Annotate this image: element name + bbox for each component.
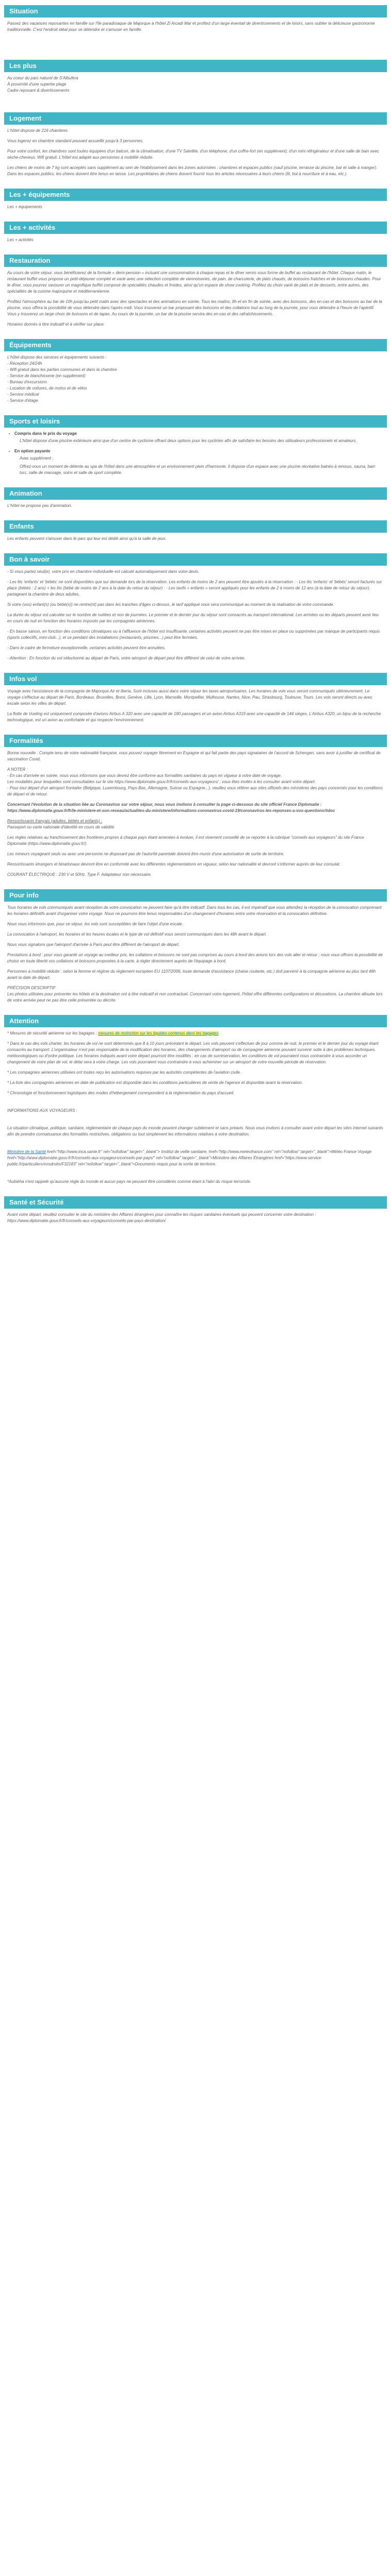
sante-text: Avant votre départ, veuillez consulter le site du ministère des Affaires étrangères pour connaître les risques sanitaires éventuels qui peuvent concerner votre destination : https://www.diplomatie.gouv.fr/fr/conseils-aux-voyageurs/conseils-par-pays-destination/ [7,1212,316,1223]
sports-optional-text: Offrez-vous un moment de détente au spa de l'hôtel dans une atmosphère et un environnement plein d'harmonie. Il dispose d'un espace avec une piscine récréative balnéo à remous, sauna, bain turc, salle de massage, soins et salle de sport complète. [20,464,376,475]
pour-info-text: Prestations à bord : pour vous garantir un voyage au meilleur prix, les collations et boissons ne sont pas comprises au cours à bord des avions lors des vols aller et retour ; nous vous offrons la possibilité de choisir en toute liberté vos collations et boissons proposées à la carte, à régler directement auprès de l'équipage à bord. [7,953,383,963]
section-animation [4,487,387,515]
equipement-item: - Location de voitures, de motos et de vélos [7,386,87,391]
ministry-health-link[interactable]: Ministère de la Santé [7,1149,46,1154]
section-title-infos-vol: Infos vol [4,673,387,685]
sports-item-included [14,431,384,444]
section-title-sports-loisirs: Sports et loisirs [4,415,387,428]
infos-vol-text: La flotte de Vueling est uniquement composée d'avions Airbus A 320 avec une capacité de 180 passagers et un avion Airbus A319 avec une capacité de 144 sièges. L'Airbus A320, un bijou de la recherche technologique, est un avion au confortable et qui respecte l'environnement. [7,711,381,722]
section-situation [4,5,387,39]
section-title-logement: Logement [4,112,387,125]
section-equipements [4,339,387,410]
formalites-text: Passeport ou carte nationale d'identité en cours de validité. [7,825,116,829]
section-les-plus [4,60,387,100]
equipement-item: - Service d'étage [7,398,38,403]
restauration-text-1: Au cours de votre séjour, vous bénéficierez de la formule « demi-pension » incluant une consommation à chaque repas et le dîner servis sous forme de buffet au restaurant de l'hôtel. Chaque matin, le restaurant buffet vous propose un petit-déjeuner complet et varié avec une sélection complète de viennoiseries, de pain, de charcuterie, de plats chauds, de boissons fraîches et de boissons chaudes. Pour le dîner, vous pourrez savourer un magnifique buffet composé de spécialités chaudes et froides, ainsi qu'un espace de show cooking. Profitez du choix varié de plats et de desserts, entre autres, des spécialités de la cuisine majorquine et méditerranéenne. [7,270,381,294]
formalites-note-heading: A NOTER : [7,767,28,772]
enfants-text: Les enfants peuvent s'amuser dans le parc qui leur est dédié ainsi qu'à la salle de jeux. [7,536,167,541]
bon-a-savoir-text: - Dans le cadre de fermeture exceptionnelle, certaines activités peuvent être annulées. [7,646,166,650]
situation-text: Passez des vacances reposantes en famille sur l'île paradisiaque de Majorque à l'hôtel Zi Arcadi Mar et profitez d'un large éventail de divertissements et de loisirs, sans oublier la délicieuse gastronomie traditionnelle. C'est l'endroit idéal pour se détendre et s'amuser en famille. [7,21,375,32]
section-title-restauration: Restauration [4,255,387,267]
animation-text: L'hôtel ne propose pas d'animation. [7,503,72,508]
section-title-formalites: Formalités [4,735,387,747]
attention-text: * Dans le cas des vols charter, les horaires de vol ne sont déterminés que 8 à 10 jours précédant le départ. Les vols peuvent s'effectuer de jour comme de nuit, le premier et le dernier jour du voyage étant consacrés au transport. L'organisateur n'est pas responsable de la modification des horaires, des changements d'aéroport ou de compagnie aérienne pouvant survenir suite à des problèmes techniques, météorologiques ou d'ordre politique. Les horaires indiqués avant votre départ pourront être modifiés : en cas de surréservation, les conditions de vol pourraient nous contraindre à vous accorder un changement de votre plan de vol, le délai sera à votre charge. Les vols pourraient vous contraindre à vous acheminer sur un aéroport de votre nouvelle période de réservation. [7,1041,379,1064]
section-title-attention: Attention [4,1015,387,1027]
restauration-text-2: Profitez l'atmosphère au bar de 10h jusqu'au petit matin avec des spectacles et des animations en soirée. Tous les matins, 8h et en fin de soirée, avec des boissons, des en-cas et des boissons au bar de la piscine, vous offrira la possibilité de vous détendre dans l'après-midi. Vous trouverez un bar proposant des boissons et des collations tout au long de la journée, pour vous détendre à l'heure de l'apéritif. Vous y trouverez un large choix de boissons et de tapas. Au cours de la journée, un bar de la piscine servira des en-cas et des rafraîchissements. [7,299,382,316]
plus-equipements-text: Les + équipements [7,205,42,209]
section-pour-info [4,889,387,1010]
section-title-situation: Situation [4,5,387,18]
section-title-pour-info: Pour info [4,889,387,902]
logement-amenities: Pour votre confort, les chambres sont toutes équipées d'un balcon, de la climatisation, d'une TV Satellite, d'un téléphone, d'un coffre-fort (en supplément), d'un mini réfrigérateur et d'une salle de bain avec sèche-cheveux. Wifi gratuit. L'hôtel est adapté aux personnes à mobilité réduite. [7,149,379,160]
formalites-electricity: COURANT ÉLECTRIQUE : 230 V et 50Hz. Type F. Adaptateur non nécessaire. [7,872,152,877]
pour-info-text: Nous vous signalons que l'aéroport d'arrivée à Paris peut être différent de l'aéroport de départ. [7,942,180,947]
bon-a-savoir-text: - En basse saison, en fonction des conditions climatiques ou à l'affluence de l'hôtel est insuffisante, certaines activités peuvent ne pas être mises en place ou supprimées par manque de participants requis (sports collectifs, mini-club...), et ce pendant des installations (restaurants, piscines...) peut être fermées. [7,629,380,640]
attention-text: * La liste des compagnies aériennes en date de publication est disponible dans les conditions particulières de vente de l'agence et disponible avant la réservation. [7,1080,303,1085]
formalites-text: - En cas d'arrivée en soirée, nous vous informons que vous devrez être conforme aux formalités sanitaires du pays en vigueur à votre date de voyage. [7,773,282,778]
page [0,0,391,1230]
restauration-hours-note: Horaires donnés à titre indicatif et à vérifier sur place. [7,322,105,327]
equipement-item: - Réception 24/24h [7,361,42,366]
section-plus-equipements [4,189,387,216]
equipement-item: - Service médical [7,392,39,397]
equipement-item: - Wifi gratuit dans les parties communes et dans la chambre [7,367,117,372]
attention-baggage-label: * Mesures de sécurité aérienne sur les bagages : [7,1031,99,1036]
infos-vol-text: Voyage avec l'assistance de la compagnie de Majorque Air et Iberia. Sont incluses aussi dans votre séjour les taxes aéroportuaires. Les horaires de vols vous seront communiqués ultérieurement. Le voyage s'effectue au départ de Paris, Bordeaux, Bruxelles, Brest, Genève, Lille, Lyon, Marseille, Montpellier, Mulhouse, Nantes, Nice, Pau, Strasbourg, Toulouse, Tours. Les vols seront directs ou avec escale selon les villes de départ. [7,689,372,706]
bon-a-savoir-text: Si votre (vos) enfant(s) (ou bébé(s)) ne rentre(nt) pas dans les tranches d'âges ci-dessus, le tarif appliqué vous sera communiqué au moment de la réalisation de votre commande. [7,602,334,607]
section-title-equipements: Équipements [4,339,387,351]
attention-text: *Aubiéha n'est rappelé qu'aucune règle du monde et aucun pays ne peuvent être considérés comme étant à l'abri du risque terroriste. [7,1179,251,1184]
section-title-bon-a-savoir: Bon à savoir [4,553,387,566]
section-logement [4,112,387,183]
bon-a-savoir-text: - Attention : En fonction du vol sélectionné au départ de Paris, votre aéroport de départ peut être différent de celui de votre arrivée. [7,656,246,660]
section-attention [4,1015,387,1191]
sports-included-text: L'hôtel dispose d'une piscine extérieure ainsi que d'un centre de cyclisme offrant deux options pour les cyclistes afin de satisfaire les besoins des utilisateurs professionnels et amateurs. [20,438,357,443]
formalites-text: Ressortissants étrangers et binationaux devront être en conformité avec les différentes réglementations en vigueur, selon leur nationalité et devront s'informer auprès de leur consulat. [7,862,340,867]
attention-text [7,1030,384,1037]
section-title-enfants: Enfants [4,520,387,533]
pour-info-text: Nous vous informons que, pour ce séjour, les vols sont susceptibles de faire l'objet d'une escale. [7,922,184,926]
pour-info-text: La convocation à l'aéroport, les horaires et les heures locales et le type de vol définitif vous seront communiqués dans les 48h avant le départ. [7,932,267,937]
formalites-text: Les modalités pour lesquelles sont consultables sur le site https://www.diplomatie.gouv.fr/fr/conseils-aux-voyageurs/ ; vous êtes invités à les consulter avant votre départ. [7,779,316,784]
attention-text: * Les compagnies aériennes utilisées ont toutes reçu les autorisations requises par les autorités compétentes de l'aviation civile. [7,1070,241,1075]
logement-count: L'hôtel dispose de 216 chambres [7,128,68,133]
formalites-text: - Pour tout départ d'un aéroport frontalier (Belgique, Luxembourg, Pays-Bas, Allemagne, Suisse ou Espagne...), veuillez vous référer aux sites officiels des ministères des pays concernés pour les conditions de départ et de retour. [7,786,383,796]
attention-links-raw: href="http://www.inca.sante.fr" rel="nofollow" target="_blank"> Institut de veille sanitaire, href="http://www.meteofrance.com" rel="nofollow" target="_blank">Météo France Voyage href="http://www.diplomatie.gouv.fr/fr/conseils-aux-voyageurs/conseils-par-pays/" rel="nofollow" target="_blank">Ministère des Affaires Étrangères href="https://www.service-public.fr/particuliers/vosdroits/F32183" rel="nofollow" target="_blank">Documents requis pour la sortie de territoire. [7,1149,372,1166]
equipement-item: - Service de blanchisserie (en supplément) [7,374,86,378]
formalites-text: Les règles relatives au franchissement des frontières propres à chaque pays étant amenées à évoluer, il est vivement conseillé de se reporter à la rubrique "conseils aux voyageurs" du site France Diplomatie (https://www.diplomatie.gouv.fr/). [7,835,364,846]
pour-info-text: Tous horaires de vols communiqués avant réception de votre convocation ne peuvent faire qu'à titre indicatif. Dans tous les cas, il est impératif que vous attendiez la réception de la convocation comprenant les horaires définitifs avant d'organiser votre voyage. Nous ne pourrons être tenus responsables d'un changement d'horaires entre votre réservation et la convocation définitive. [7,905,382,916]
sports-optional-heading: En option payante [14,449,51,453]
bon-a-savoir-text: - Si vous partez seul(e), votre prix en chambre individuelle est calculé automatiquement dans votre devis. [7,569,200,574]
attention-subheading: INFORMATIONS AUX VOYAGEURS : [7,1108,78,1113]
formalites-text: Les mineurs voyageant seuls ou avec une personne ne disposant pas de l'autorité parentale doivent être munis d'une autorisation de sortie de territoire. [7,852,285,856]
sports-optional-supplement: Avec supplément : [20,456,54,461]
attention-text: La situation climatique, politique, sanitaire, réglementaire de chaque pays du monde peuvent changer subitement et sans préavis. Nous vous invitons à consulter avant votre départ les sites internet suivants afin de prendre connaissance des formalités restrictives, obligations ou tout simplement les informations relatives à votre destination. [7,1126,383,1137]
section-bon-a-savoir [4,553,387,668]
logement-pets: Les chiens de moins de 7 kg sont acceptés sans supplément au sein de l'établissement dans les zones autorisées : chambres et espaces publics (sauf piscine, terrasse du piscine, bar et salle à manger). Dans les espaces publics, les chiens doivent être tenus en laisse. Les propriétaires de chiens doivent fournir tous les articles nécessaires à leurs chiens (lit, bol à nourriture et à eau, etc.). [7,165,378,176]
equipements-intro: L'hôtel dispose des services et équipements suivants : [7,355,107,360]
attention-text: * Chronologie et fonctionnement logistiques des modes d'hébergement correspondent à la réglementation du pays d'accueil. [7,1091,235,1095]
section-title-les-plus: Les plus [4,60,387,72]
formalites-text: Bonne nouvelle : Compte tenu de votre nationalité française, vous pouvez voyager librement en Espagne et qui fait partie des pays signataires de l'accord de Schengen, sans avoir à justifier de certificat de vaccination Covid. [7,751,381,761]
pour-info-text: Les photos utilisées pour présenter les hôtels et la destination ont à titre indicatif et non contractuel. Concernant votre logement, l'hôtel offre différentes configurations et décorations. La chambre allouée lors de votre arrivée peut ne pas être celle présentée ou décrite. [7,992,383,1003]
section-formalites [4,735,387,884]
sports-item-optional [14,448,384,476]
formalites-french-nationals: Ressortissants français (adultes, bébés et enfants) : [7,819,103,823]
section-title-plus-activites: Les + activités [4,222,387,234]
bon-a-savoir-text: La durée du séjour est calculée sur le nombre de nuitées et non de journées. Le premier et le dernier jour du séjour sont consacrés au transport international. Les arrivées ou les départs peuvent avoir lieu en cours de nuit en fonction des horaires imposés par les compagnies aériennes. [7,613,379,623]
attention-links-block [7,1149,384,1167]
section-restauration [4,255,387,334]
section-plus-activites [4,222,387,249]
section-title-animation: Animation [4,487,387,500]
liquids-restriction-link[interactable]: mesures de restriction sur les liquides contenus dans les bagages [98,1031,219,1036]
section-enfants [4,520,387,548]
section-title-plus-equipements: Les + équipements [4,189,387,201]
section-sports-loisirs [4,415,387,482]
pour-info-text: Personnes à mobilité réduite : selon la femme et régime du règlement européen EU 1107/2006, toute demande d'assistance (chaise roulante, etc.) doit parvenir à la compagnie aérienne au plus tard 48h avant la date de départ. [7,969,376,980]
section-sante-securite [4,1196,387,1230]
logement-capacity: Vous logerez en chambre standard pouvant accueillir jusqu'à 3 personnes. [7,139,144,143]
plus-line-2: À proximité d'une superbe plage [7,82,67,87]
plus-line-3: Cadre reposant & divertissements [7,88,70,93]
equipement-item: - Bureau d'excursions [7,380,47,384]
section-title-sante-securite: Santé et Sécurité [4,1196,387,1209]
formalites-covid-notice: Concernant l'évolution de la situation liée au Coronavirus sur votre séjour, nous vous invitons à consulter la page ci-dessous du site officiel France Diplomatie : https://www.diplomatie.gouv.fr/fr/le-ministere-et-son-reseau/actualites-du-ministere/informations-coronavirus-covid-19/coronavirus-les-reponses-a-vos-questions/#doc [7,802,335,813]
section-infos-vol [4,673,387,730]
plus-activites-text: Les + activités [7,238,34,242]
bon-a-savoir-text: - Les lits 'enfants' et 'bébés' ne sont disponibles que sur demande lors de la réservation. Les enfants de moins de 2 ans peuvent être ajoutés à la réservation : - Les lits 'enfants' et 'bébés' seront facturés sur place (bébés : 2 ans) + les lits (bébé de moins de 2 ans à la date du retour du séjour) : - Les taxifs « enfants » seront appliqués pour les enfants de 2 à moins de 12 ans (à la date de retour du séjour), partageant la chambre de deux adultes. [7,580,382,597]
plus-line-1: Au coeur du parc naturel de S'Albufera [7,76,78,80]
sports-included-heading: Compris dans le prix du voyage [14,431,77,436]
pour-info-subheading: PRÉCISION DESCRIPTIF [7,986,56,990]
